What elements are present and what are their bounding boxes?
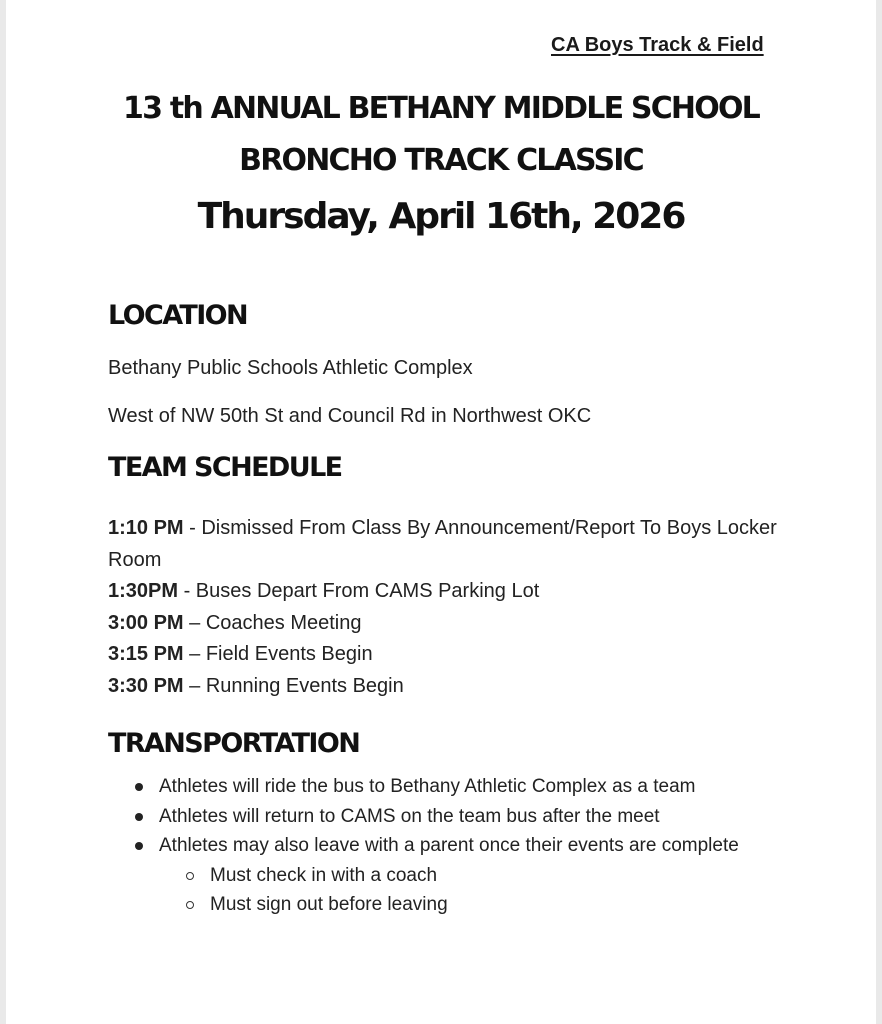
schedule-item [108, 576, 808, 608]
bullet-text: Athletes will return to CAMS on the team bus after the meet [159, 805, 660, 827]
location-directions: West of NW 50th St and Council Rd in Northwest OKC [108, 405, 592, 427]
schedule-time: 1:30PM [108, 580, 179, 603]
event-title-line-2: BRONCHO TRACK CLASSIC [239, 143, 643, 178]
schedule-event: - Buses Depart From CAMS Parking Lot [178, 580, 540, 603]
schedule-time: 1:10 PM [108, 517, 184, 539]
bullet-dot-icon [135, 783, 143, 791]
hollow-bullet-icon [186, 872, 194, 880]
sub-bullet-text: Must sign out before leaving [210, 894, 448, 916]
team-schedule-list [108, 513, 808, 703]
schedule-event: – Field Events Begin [183, 643, 373, 666]
hollow-bullet-icon [186, 901, 194, 909]
schedule-event: – Coaches Meeting [183, 611, 362, 634]
schedule-time: 3:15 PM [108, 643, 184, 666]
location-heading: LOCATION [108, 300, 248, 331]
bullet-dot-icon [135, 842, 143, 850]
bullet-text: Athletes may also leave with a parent once their events are complete [159, 835, 739, 857]
transportation-heading: TRANSPORTATION [108, 728, 360, 759]
schedule-item [108, 671, 808, 703]
transportation-bullet [108, 772, 808, 802]
sub-bullet-text: Must check in with a coach [210, 864, 438, 886]
schedule-item [108, 608, 808, 640]
transportation-sub-bullet [108, 861, 808, 891]
transportation-bullet [108, 831, 808, 861]
transportation-bullet [108, 802, 808, 832]
schedule-item [108, 639, 808, 671]
transportation-sub-bullet [108, 890, 808, 920]
team-header-note: CA Boys Track & Field [551, 34, 764, 56]
event-title-line-1: 13 th ANNUAL BETHANY MIDDLE SCHOOL [123, 91, 759, 126]
transportation-list [108, 772, 808, 920]
bullet-dot-icon [135, 813, 143, 821]
schedule-item [108, 513, 808, 576]
team-schedule-heading: TEAM SCHEDULE [108, 452, 342, 483]
schedule-event: – Running Events Begin [183, 674, 404, 697]
event-date: Thursday, April 16th, 2026 [197, 196, 685, 237]
schedule-event: - Dismissed From Class By Announcement/Report To Boys Locker Room [108, 517, 777, 571]
location-venue: Bethany Public Schools Athletic Complex [108, 357, 473, 379]
schedule-time: 3:30 PM [108, 674, 184, 697]
schedule-time: 3:00 PM [108, 611, 184, 634]
bullet-text: Athletes will ride the bus to Bethany Athletic Complex as a team [159, 776, 696, 797]
